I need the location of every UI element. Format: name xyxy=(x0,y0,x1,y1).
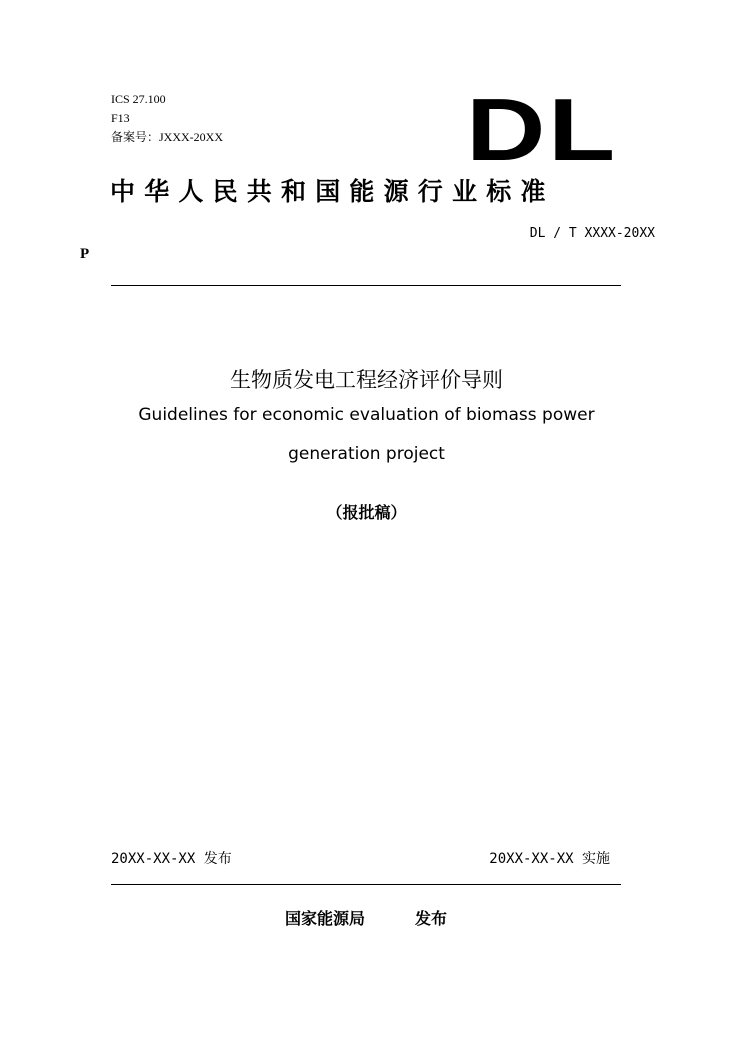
publisher-name: 国家能源局 xyxy=(285,909,366,928)
ics-code: ICS 27.100 xyxy=(111,92,166,106)
ccs-code: F13 xyxy=(111,111,130,125)
bottom-divider xyxy=(111,884,621,885)
publish-date: 20XX-XX-XX 发布 xyxy=(111,851,232,867)
category-mark: P xyxy=(80,246,90,262)
dl-logo: DL xyxy=(466,80,618,179)
draft-stage: （报批稿） xyxy=(326,503,407,522)
filing-number: 备案号：JXXX-20XX xyxy=(111,130,223,144)
title-chinese: 生物质发电工程经济评价导则 xyxy=(230,368,503,392)
implement-date: 20XX-XX-XX 实施 xyxy=(489,851,610,867)
top-divider xyxy=(111,285,621,286)
title-english-line2: generation project xyxy=(288,444,445,464)
publish-label: 发布 xyxy=(415,909,448,928)
standard-number: DL / T XXXX-20XX xyxy=(529,226,655,241)
title-english-line1: Guidelines for economic evaluation of biomass power xyxy=(138,405,595,425)
standard-name: 中华人民共和国能源行业标准 xyxy=(110,177,555,206)
